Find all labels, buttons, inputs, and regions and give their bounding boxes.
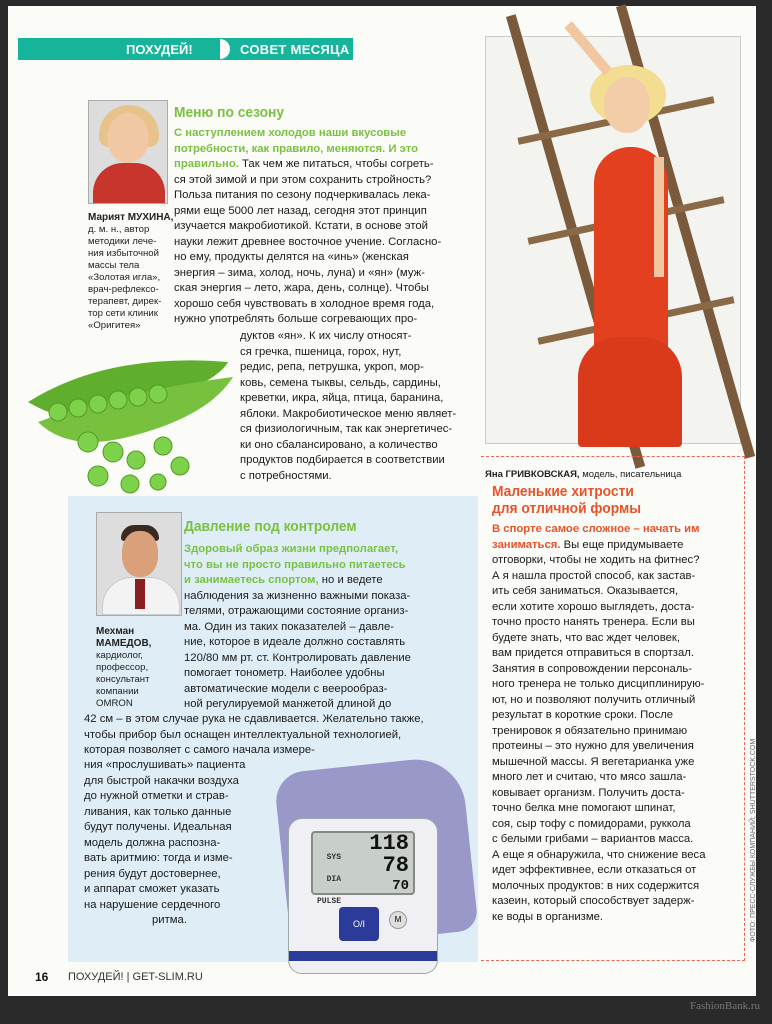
- author-photo-mukhina: [88, 100, 168, 204]
- photo-credit: ФОТО: ПРЕСС-СЛУЖБЫ КОМПАНИЙ; SHUTTERSTOCK.COM: [750, 738, 757, 942]
- article-body-season-menu-cont: дуктов «ян». К их числу относят- ся гречка, пшеница, горох, нут, редис, репа, петрушка, укроп, мор- ковь, семена тыквы, сельдь, сардины, креветки, икра, яйца, птица, баранина, яблоки. Макробиотическое меню являет- ся физиологичным, так как энергетичес- ки оно сбалансировано, а количество продуктов подбирается в соответствии с потребностями.: [240, 330, 457, 482]
- rubric-title: СОВЕТ МЕСЯЦА: [240, 42, 350, 57]
- article-title-season-menu: Меню по сезону: [174, 104, 285, 121]
- author-photo-mamedov: [96, 512, 182, 616]
- model-photo: [485, 36, 741, 444]
- peas-image: [18, 342, 248, 502]
- tonometer-display: SYS DIA PULSE 118 78 70: [311, 831, 415, 895]
- author-bio-mamedov: Мехман МАМЕДОВ, кардиолог, профессор, консультант компании OMRON: [96, 626, 186, 710]
- author-bio-mukhina: Марият МУХИНА, д. м. н., автор методики лече- ния избыточной массы тела «Золотая игла», врач-рефлексо- терапевт, дирек- тор сети клиник «Оригитея»: [88, 212, 178, 332]
- article-body-season-menu: С наступлением холодов наши вкусовые потребности, как правило, меняются. И это правильно. Так чем же питаться, чтобы согреть- ся этой зимой и при этом сохранить стройность? Польза питания по сезону подчеркивалась лекa- рями еще 5000 лет назад, сегодня этот принцип изучается макробиотикой. Кстати, в основе этой науки лежит древнее восточное учение. Согласно- но ему, продукты делятся на «инь» (женская энергия – зима, холод, ночь, луна) и «ян» (муж- ская энергия – лето, жара, день, солнце). Чтобы хорошо себя чувствовать в холодное время года, нужно употреблять больше согревающих про-: [174, 127, 442, 325]
- article-body-pressure-narrow: ния «прослушивать» пациента для быстрой накачки воздуха до нужной отметки и страв- ливания, как только данные будут получены. Идеальная модель должна распозна- вать аритмию: тогда и изме- рения будут достовернее, и аппарат сможет указать на нарушение сердечного ритма.: [84, 759, 246, 926]
- footer-brand: ПОХУДЕЙ! | GET-SLIM.RU: [68, 971, 203, 983]
- article-body-tricks: В спорте самое сложное – начать им заниматься. Вы еще придумываете отговорки, чтобы не ходить на фитнес? А я нашла простой способ, как застав- ить себя заниматься. Оказывается, если хотите хорошо выглядеть, доста- точно просто нанять тренера. Если вы будете знать, что вас ждет человек, вам придется отправиться в спортзал. Занятия в сопровождении персональ- ного тренера не только дисциплинирую- ют, но и позволяют получить отличный результат в короткие сроки. После тренировок я обязательно принимаю протеины – это нужно для увеличения мышечной массы. Я вегетарианка уже много лет и считаю, что мясо зашла- ковывает организм. Получить доста- точно белка мне помогают шпинат, соя, сыр тофу с помидорами, руккола с белыми грибами – вариантов масса. А еще я обнаружила, что снижение веса идет эффективнее, если отказаться от молочных продуктов: в них содержится казеин, который способствует задерж- ке воды в организме.: [492, 523, 706, 923]
- author-name: Мехман МАМЕДОВ,: [96, 626, 152, 649]
- article-title-tricks: Маленькие хитрости для отличной формы: [492, 483, 641, 517]
- tonometer-device: [288, 818, 438, 974]
- page-number: 16: [35, 970, 49, 984]
- watermark: FashionBank.ru: [690, 1000, 760, 1012]
- photo-caption: Яна ГРИВКОВСКАЯ, модель, писательница: [485, 469, 682, 480]
- article-body-pressure: Здоровый образ жизни предполагает, что вы не просто правильно питаетесь и занимаетесь спортом, но и ведете наблюдения за жизненно важными показа- телями, отражающими состояние организ- ма. Один из таких показателей – давле- ние, которое в идеале должно составлять 120/80 мм рт. ст. Контролировать давление помогает тонометр. Наиболее удобны автоматические модели с веерообраз- ной регулируемой манжетой длиной до: [184, 543, 411, 710]
- article-title-pressure: Давление под контролем: [184, 518, 357, 535]
- device-stripe: [289, 951, 437, 961]
- magazine-page: [8, 6, 756, 996]
- author-name: Марият МУХИНА,: [88, 212, 174, 223]
- memory-button: M: [389, 911, 407, 929]
- sys-value: 118: [369, 831, 409, 856]
- article-body-pressure-wide: 42 см – в этом случае рука не сдавливается. Желательно также, чтобы прибор был оснащен интеллектуальной технологией, которая позволяет с самого начала измере-: [84, 713, 424, 756]
- pulse-value: 70: [392, 878, 409, 894]
- start-button: O/I: [339, 907, 379, 941]
- section-title: ПОХУДЕЙ!: [126, 42, 193, 57]
- dia-value: 78: [382, 853, 409, 878]
